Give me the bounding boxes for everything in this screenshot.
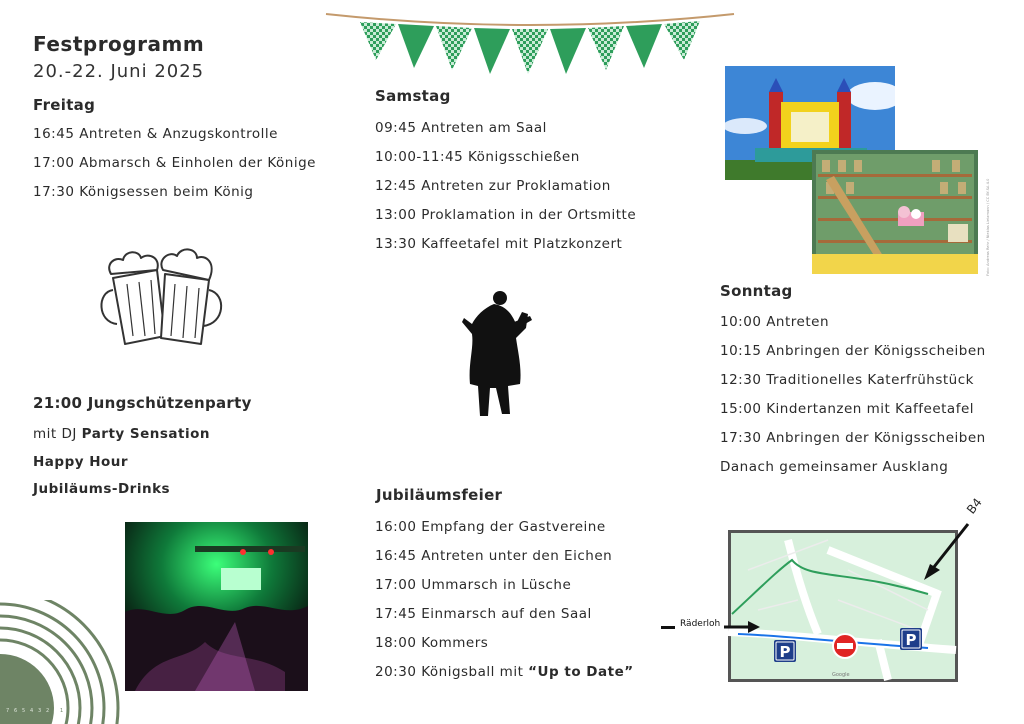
sunday-item: 12:30 Traditionelles Katerfrühstück [720, 372, 974, 388]
friday-item: 17:30 Königsessen beim König [33, 184, 254, 200]
sunday-item: Danach gemeinsamer Ausklang [720, 459, 949, 475]
map-google-label: Google [832, 672, 850, 678]
target-number: 4 [30, 708, 34, 714]
parking-icon [900, 628, 922, 650]
sunday-heading: Sonntag [720, 282, 793, 300]
jubilee-item: 16:45 Antreten unter den Eichen [375, 548, 613, 564]
raederloh-dash [661, 626, 675, 629]
sunday-item: 10:00 Antreten [720, 314, 829, 330]
beer-mugs-illustration [95, 240, 230, 348]
saturday-item: 13:00 Proklamation in der Ortsmitte [375, 207, 637, 223]
saturday-item: 12:45 Antreten zur Proklamation [375, 178, 611, 194]
b4-label: B4 [964, 495, 985, 517]
target-graphic [0, 600, 124, 724]
jubilee-heading: Jubiläumsfeier [376, 486, 503, 504]
jubilee-item: 18:00 Kommers [375, 635, 489, 651]
saturday-heading: Samstag [375, 87, 451, 105]
band-name: “Up to Date” [528, 664, 634, 680]
dancing-couple-silhouette [458, 288, 534, 418]
target-number: 3 [38, 708, 42, 714]
svg-text:P: P [779, 643, 791, 661]
dj-name: Party Sensation [81, 426, 211, 442]
svg-text:P: P [905, 631, 917, 649]
target-number: 7 [6, 708, 10, 714]
photo-credit: Foto: Andreas Rehr / Nieklas Lietzmann / CC BY-SA 4.0 [986, 178, 990, 276]
party-photo [125, 522, 308, 691]
target-number: 6 [14, 708, 18, 714]
target-number: 5 [22, 708, 26, 714]
friday-item: 17:00 Abmarsch & Einholen der Könige [33, 155, 316, 171]
sunday-item: 10:15 Anbringen der Königsscheiben [720, 343, 986, 359]
party-happy-hour: Happy Hour [33, 454, 129, 470]
jubilee-item: 17:45 Einmarsch auf den Saal [375, 606, 592, 622]
party-drinks: Jubiläums-Drinks [33, 481, 171, 497]
saturday-item: 09:45 Antreten am Saal [375, 120, 547, 136]
jubilee-item-last: 20:30 Königsball mit “Up to Date” [375, 664, 634, 680]
page-dates: 20.-22. Juni 2025 [33, 61, 205, 82]
saturday-item: 10:00-11:45 Königsschießen [375, 149, 580, 165]
shooting-hall-photo [812, 150, 978, 274]
friday-heading: Freitag [33, 96, 96, 114]
friday-item: 16:45 Antreten & Anzugskontrolle [33, 126, 278, 142]
jubilee-item: 17:00 Ummarsch in Lüsche [375, 577, 572, 593]
saturday-item: 13:30 Kaffeetafel mit Platzkonzert [375, 236, 623, 252]
party-heading: 21:00 Jungschützenparty [33, 394, 252, 412]
pennant-bunting [322, 8, 738, 78]
jubilee-item: 16:00 Empfang der Gastvereine [375, 519, 606, 535]
party-dj-line: mit DJ Party Sensation [33, 426, 211, 442]
target-number: 1 [60, 708, 64, 714]
target-number: 2 [46, 708, 50, 714]
parking-icon [774, 640, 796, 662]
sunday-item: 17:30 Anbringen der Königsscheiben [720, 430, 986, 446]
raederloh-label: Räderloh [680, 619, 721, 629]
sunday-item: 15:00 Kindertanzen mit Kaffeetafel [720, 401, 975, 417]
no-entry-sign-icon [833, 634, 857, 658]
page-title: Festprogramm [33, 32, 205, 56]
raederloh-arrow [722, 619, 762, 635]
